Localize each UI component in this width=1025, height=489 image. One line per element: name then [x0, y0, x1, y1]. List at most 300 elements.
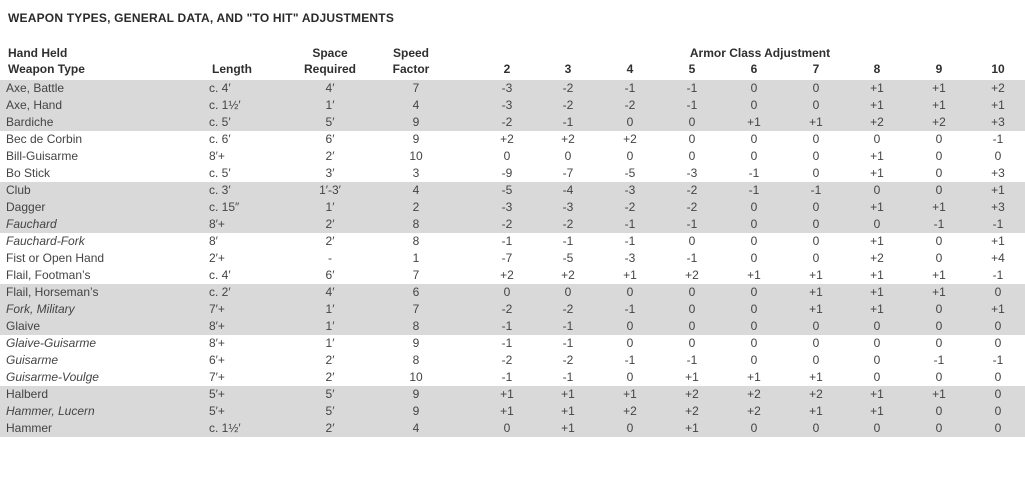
- weapon-length: 5′+: [209, 404, 225, 418]
- header-length: Length: [212, 62, 252, 76]
- weapon-speed-factor: 3: [412, 166, 420, 180]
- ac-adjustment-6: 0: [750, 200, 758, 214]
- ac-adjustment-2: -3: [501, 98, 513, 112]
- ac-adjustment-5: 0: [688, 115, 696, 129]
- ac-adjustment-7: 0: [812, 217, 820, 231]
- ac-adjustment-4: -1: [624, 234, 636, 248]
- header-ac-4: 4: [626, 62, 634, 76]
- ac-adjustment-7: 0: [812, 336, 820, 350]
- table-row: [0, 114, 1025, 131]
- weapon-name: Bill-Guisarme: [6, 149, 79, 163]
- ac-adjustment-9: 0: [935, 336, 943, 350]
- ac-adjustment-4: -1: [624, 302, 636, 316]
- weapon-name: Hammer, Lucern: [6, 404, 95, 418]
- ac-adjustment-5: -1: [686, 81, 698, 95]
- ac-adjustment-5: -3: [686, 166, 698, 180]
- ac-adjustment-4: 0: [626, 285, 634, 299]
- table-row: [0, 335, 1025, 352]
- weapon-speed-factor: 9: [412, 404, 420, 418]
- ac-adjustment-8: 0: [873, 370, 881, 384]
- weapon-name: Dagger: [6, 200, 46, 214]
- ac-adjustment-8: 0: [873, 217, 881, 231]
- ac-adjustment-7: 0: [812, 132, 820, 146]
- ac-adjustment-10: 0: [994, 149, 1002, 163]
- weapon-length: 7′+: [209, 302, 225, 316]
- ac-adjustment-7: 0: [812, 200, 820, 214]
- weapon-length: c. 2′: [209, 285, 231, 299]
- weapon-name: Fist or Open Hand: [6, 251, 105, 265]
- ac-adjustment-5: 0: [688, 319, 696, 333]
- ac-adjustment-7: 0: [812, 149, 820, 163]
- weapon-name: Hammer: [6, 421, 53, 435]
- weapon-speed-factor: 7: [412, 81, 420, 95]
- weapon-length: 8′+: [209, 336, 225, 350]
- weapon-space-required: 5′: [325, 404, 335, 418]
- weapon-space-required: 2′: [325, 149, 335, 163]
- ac-adjustment-10: 0: [994, 336, 1002, 350]
- ac-adjustment-9: +2: [932, 115, 946, 129]
- weapon-space-required: 6′: [325, 132, 335, 146]
- weapon-space-required: 2′: [325, 217, 335, 231]
- weapon-name: Guisarme-Voulge: [6, 370, 99, 384]
- ac-adjustment-5: +1: [685, 370, 699, 384]
- ac-adjustment-7: 0: [812, 319, 820, 333]
- ac-adjustment-5: 0: [688, 285, 696, 299]
- ac-adjustment-6: +2: [747, 387, 761, 401]
- ac-adjustment-3: -3: [562, 200, 574, 214]
- ac-adjustment-10: +3: [991, 166, 1005, 180]
- weapon-length: 2′+: [209, 251, 225, 265]
- ac-adjustment-2: +1: [500, 387, 514, 401]
- ac-adjustment-6: 0: [750, 81, 758, 95]
- weapon-space-required: -: [328, 251, 332, 265]
- table-row: [0, 318, 1025, 335]
- ac-adjustment-10: +3: [991, 200, 1005, 214]
- table-row: [0, 403, 1025, 420]
- weapon-length: 7′+: [209, 370, 225, 384]
- ac-adjustment-5: +2: [685, 268, 699, 282]
- ac-adjustment-5: +2: [685, 387, 699, 401]
- ac-adjustment-6: 0: [750, 302, 758, 316]
- ac-adjustment-3: -1: [562, 370, 574, 384]
- ac-adjustment-8: +1: [870, 404, 884, 418]
- ac-adjustment-6: 0: [750, 319, 758, 333]
- table-row: [0, 182, 1025, 199]
- ac-adjustment-3: +1: [561, 387, 575, 401]
- ac-adjustment-6: 0: [750, 98, 758, 112]
- ac-adjustment-4: 0: [626, 149, 634, 163]
- ac-adjustment-5: -1: [686, 217, 698, 231]
- ac-adjustment-9: 0: [935, 421, 943, 435]
- ac-adjustment-7: 0: [812, 98, 820, 112]
- ac-adjustment-2: -3: [501, 81, 513, 95]
- table-row: [0, 80, 1025, 97]
- weapon-length: c. 6′: [209, 132, 231, 146]
- ac-adjustment-10: -1: [992, 217, 1004, 231]
- ac-adjustment-9: +1: [932, 81, 946, 95]
- ac-adjustment-4: 0: [626, 370, 634, 384]
- weapon-space-required: 4′: [325, 285, 335, 299]
- weapon-name: Glaive-Guisarme: [6, 336, 97, 350]
- ac-adjustment-6: 0: [750, 336, 758, 350]
- ac-adjustment-3: -2: [562, 217, 574, 231]
- ac-adjustment-9: +1: [932, 285, 946, 299]
- table-row: [0, 216, 1025, 233]
- weapon-space-required: 3′: [325, 166, 335, 180]
- ac-adjustment-2: -5: [501, 183, 513, 197]
- ac-adjustment-4: -1: [624, 353, 636, 367]
- weapon-length: 8′+: [209, 149, 225, 163]
- weapon-name: Glaive: [6, 319, 41, 333]
- ac-adjustment-8: +2: [870, 251, 884, 265]
- header-ac-10: 10: [991, 62, 1005, 76]
- ac-adjustment-4: -3: [624, 183, 636, 197]
- weapon-speed-factor: 9: [412, 115, 420, 129]
- ac-adjustment-7: +2: [809, 387, 823, 401]
- ac-adjustment-10: +1: [991, 183, 1005, 197]
- weapon-name: Fauchard-Fork: [6, 234, 85, 248]
- ac-adjustment-2: -3: [501, 200, 513, 214]
- ac-adjustment-6: 0: [750, 285, 758, 299]
- ac-adjustment-5: -1: [686, 353, 698, 367]
- ac-adjustment-3: -2: [562, 302, 574, 316]
- weapon-speed-factor: 4: [412, 183, 420, 197]
- ac-adjustment-4: 0: [626, 336, 634, 350]
- header-armor-class-adjustment: Armor Class Adjustment: [689, 46, 831, 60]
- ac-adjustment-2: -7: [501, 251, 513, 265]
- ac-adjustment-3: -7: [562, 166, 574, 180]
- weapon-space-required: 2′: [325, 421, 335, 435]
- ac-adjustment-10: +2: [991, 81, 1005, 95]
- header-weapon-line2: Weapon Type: [8, 62, 85, 76]
- ac-adjustment-9: 0: [935, 302, 943, 316]
- ac-adjustment-2: -1: [501, 234, 513, 248]
- ac-adjustment-2: -1: [501, 370, 513, 384]
- header-ac-7: 7: [812, 62, 820, 76]
- weapon-length: 5′+: [209, 387, 225, 401]
- ac-adjustment-7: +1: [809, 115, 823, 129]
- weapon-length: 8′+: [209, 319, 225, 333]
- ac-adjustment-3: -4: [562, 183, 574, 197]
- ac-adjustment-8: 0: [873, 132, 881, 146]
- ac-adjustment-2: -9: [501, 166, 513, 180]
- ac-adjustment-8: +1: [870, 200, 884, 214]
- ac-adjustment-3: -2: [562, 81, 574, 95]
- ac-adjustment-7: -1: [810, 183, 822, 197]
- ac-adjustment-9: 0: [935, 149, 943, 163]
- ac-adjustment-7: +1: [809, 268, 823, 282]
- ac-adjustment-10: 0: [994, 370, 1002, 384]
- ac-adjustment-9: 0: [935, 319, 943, 333]
- ac-adjustment-7: 0: [812, 81, 820, 95]
- ac-adjustment-8: 0: [873, 183, 881, 197]
- ac-adjustment-5: 0: [688, 234, 696, 248]
- ac-adjustment-2: 0: [503, 149, 511, 163]
- ac-adjustment-3: 0: [564, 149, 572, 163]
- ac-adjustment-10: -1: [992, 132, 1004, 146]
- ac-adjustment-5: 0: [688, 149, 696, 163]
- ac-adjustment-4: 0: [626, 319, 634, 333]
- ac-adjustment-2: -1: [501, 336, 513, 350]
- ac-adjustment-5: -1: [686, 251, 698, 265]
- ac-adjustment-6: -1: [748, 166, 760, 180]
- ac-adjustment-9: +1: [932, 387, 946, 401]
- weapon-space-required: 2′: [325, 234, 335, 248]
- ac-adjustment-2: -2: [501, 353, 513, 367]
- ac-adjustment-10: +3: [991, 115, 1005, 129]
- header-space-line2: Required: [303, 62, 356, 76]
- header-ac-5: 5: [688, 62, 696, 76]
- table-row: [0, 97, 1025, 114]
- ac-adjustment-3: -1: [562, 115, 574, 129]
- ac-adjustment-10: 0: [994, 404, 1002, 418]
- ac-adjustment-4: 0: [626, 115, 634, 129]
- ac-adjustment-10: 0: [994, 285, 1002, 299]
- ac-adjustment-8: 0: [873, 319, 881, 333]
- weapon-name: Bec de Corbin: [6, 132, 83, 146]
- weapon-speed-factor: 9: [412, 387, 420, 401]
- ac-adjustment-9: 0: [935, 183, 943, 197]
- ac-adjustment-7: 0: [812, 251, 820, 265]
- weapon-speed-factor: 4: [412, 98, 420, 112]
- ac-adjustment-2: +1: [500, 404, 514, 418]
- ac-adjustment-4: -1: [624, 81, 636, 95]
- ac-adjustment-2: +2: [500, 268, 514, 282]
- weapon-name: Fauchard: [6, 217, 57, 231]
- weapon-speed-factor: 8: [412, 217, 420, 231]
- ac-adjustment-8: 0: [873, 336, 881, 350]
- ac-adjustment-6: +2: [747, 404, 761, 418]
- ac-adjustment-6: +1: [747, 370, 761, 384]
- ac-adjustment-5: 0: [688, 132, 696, 146]
- ac-adjustment-3: -1: [562, 234, 574, 248]
- weapon-length: c. 5′: [209, 115, 231, 129]
- weapon-space-required: 4′: [325, 81, 335, 95]
- weapon-space-required: 1′: [325, 200, 335, 214]
- ac-adjustment-6: 0: [750, 132, 758, 146]
- weapon-name: Club: [6, 183, 31, 197]
- ac-adjustment-8: +1: [870, 149, 884, 163]
- ac-adjustment-8: +2: [870, 115, 884, 129]
- weapon-space-required: 1′: [325, 302, 335, 316]
- ac-adjustment-8: 0: [873, 353, 881, 367]
- ac-adjustment-9: 0: [935, 251, 943, 265]
- ac-adjustment-8: +1: [870, 387, 884, 401]
- ac-adjustment-4: -2: [624, 98, 636, 112]
- ac-adjustment-5: -2: [686, 183, 698, 197]
- ac-adjustment-10: +1: [991, 302, 1005, 316]
- ac-adjustment-4: +1: [623, 268, 637, 282]
- weapon-speed-factor: 10: [409, 149, 423, 163]
- ac-adjustment-9: 0: [935, 166, 943, 180]
- weapon-speed-factor: 8: [412, 353, 420, 367]
- weapon-name: Flail, Horseman’s: [6, 285, 99, 299]
- ac-adjustment-4: 0: [626, 421, 634, 435]
- ac-adjustment-8: +1: [870, 166, 884, 180]
- header-speed-line1: Speed: [392, 46, 429, 60]
- ac-adjustment-10: 0: [994, 319, 1002, 333]
- weapon-name: Bardiche: [6, 115, 54, 129]
- weapon-space-required: 1′: [325, 98, 335, 112]
- weapon-table-body: [0, 80, 1025, 437]
- weapon-speed-factor: 4: [412, 421, 420, 435]
- ac-adjustment-7: 0: [812, 421, 820, 435]
- ac-adjustment-10: +4: [991, 251, 1005, 265]
- weapon-length: c. 15″: [209, 200, 240, 214]
- table-row: [0, 352, 1025, 369]
- ac-adjustment-6: -1: [748, 183, 760, 197]
- weapon-speed-factor: 7: [412, 302, 420, 316]
- ac-adjustment-6: +1: [747, 268, 761, 282]
- table-row: [0, 369, 1025, 386]
- weapon-length: c. 4′: [209, 268, 231, 282]
- weapon-space-required: 2′: [325, 353, 335, 367]
- ac-adjustment-8: +1: [870, 268, 884, 282]
- table-row: [0, 250, 1025, 267]
- table-row: [0, 233, 1025, 250]
- ac-adjustment-4: +2: [623, 404, 637, 418]
- table-row: [0, 301, 1025, 318]
- ac-adjustment-7: 0: [812, 166, 820, 180]
- weapon-name: Fork, Military: [6, 302, 75, 316]
- ac-adjustment-6: 0: [750, 217, 758, 231]
- ac-adjustment-7: +1: [809, 370, 823, 384]
- ac-adjustment-9: -1: [933, 217, 945, 231]
- ac-adjustment-5: -1: [686, 98, 698, 112]
- weapon-speed-factor: 7: [412, 268, 420, 282]
- weapon-name: Flail, Footman’s: [6, 268, 91, 282]
- table-row: [0, 148, 1025, 165]
- ac-adjustment-4: +1: [623, 387, 637, 401]
- ac-adjustment-9: +1: [932, 98, 946, 112]
- ac-adjustment-9: 0: [935, 404, 943, 418]
- ac-adjustment-10: 0: [994, 387, 1002, 401]
- ac-adjustment-2: 0: [503, 285, 511, 299]
- ac-adjustment-2: 0: [503, 421, 511, 435]
- ac-adjustment-8: +1: [870, 81, 884, 95]
- ac-adjustment-6: +1: [747, 115, 761, 129]
- ac-adjustment-6: 0: [750, 234, 758, 248]
- ac-adjustment-7: 0: [812, 353, 820, 367]
- header-space-line1: Space: [312, 46, 348, 60]
- ac-adjustment-4: -3: [624, 251, 636, 265]
- ac-adjustment-4: +2: [623, 132, 637, 146]
- weapon-space-required: 1′-3′: [319, 183, 341, 197]
- ac-adjustment-8: +1: [870, 234, 884, 248]
- weapon-name: Guisarme: [6, 353, 59, 367]
- weapon-name: Bo Stick: [6, 166, 51, 180]
- ac-adjustment-10: 0: [994, 421, 1002, 435]
- ac-adjustment-7: +1: [809, 285, 823, 299]
- weapon-space-required: 1′: [325, 319, 335, 333]
- ac-adjustment-6: 0: [750, 353, 758, 367]
- ac-adjustment-9: 0: [935, 370, 943, 384]
- ac-adjustment-10: +1: [991, 98, 1005, 112]
- weapon-speed-factor: 9: [412, 132, 420, 146]
- ac-adjustment-7: +1: [809, 302, 823, 316]
- header-ac-3: 3: [564, 62, 572, 76]
- ac-adjustment-10: +1: [991, 234, 1005, 248]
- table-row: [0, 267, 1025, 284]
- ac-adjustment-5: 0: [688, 336, 696, 350]
- ac-adjustment-9: 0: [935, 132, 943, 146]
- ac-adjustment-3: +2: [561, 268, 575, 282]
- ac-adjustment-3: -1: [562, 336, 574, 350]
- weapon-name: Axe, Hand: [6, 98, 63, 112]
- header-ac-6: 6: [750, 62, 758, 76]
- weapon-length: c. 1½′: [209, 421, 241, 435]
- ac-adjustment-7: +1: [809, 404, 823, 418]
- ac-adjustment-3: +1: [561, 404, 575, 418]
- ac-adjustment-5: 0: [688, 302, 696, 316]
- weapon-length: c. 3′: [209, 183, 231, 197]
- ac-adjustment-3: -2: [562, 353, 574, 367]
- ac-adjustment-2: +2: [500, 132, 514, 146]
- ac-adjustment-5: -2: [686, 200, 698, 214]
- header-ac-9: 9: [935, 62, 943, 76]
- weapon-speed-factor: 8: [412, 234, 420, 248]
- ac-adjustment-4: -1: [624, 217, 636, 231]
- weapon-space-required: 1′: [325, 336, 335, 350]
- ac-adjustment-3: +1: [561, 421, 575, 435]
- ac-adjustment-3: -1: [562, 319, 574, 333]
- header-ac-2: 2: [503, 62, 511, 76]
- ac-adjustment-3: -2: [562, 98, 574, 112]
- weapon-space-required: 6′: [325, 268, 335, 282]
- ac-adjustment-9: -1: [933, 353, 945, 367]
- weapon-length: c. 5′: [209, 166, 231, 180]
- ac-adjustment-6: 0: [750, 149, 758, 163]
- ac-adjustment-9: 0: [935, 234, 943, 248]
- weapon-length: c. 4′: [209, 81, 231, 95]
- ac-adjustment-9: +1: [932, 268, 946, 282]
- ac-adjustment-3: +2: [561, 132, 575, 146]
- ac-adjustment-2: -1: [501, 319, 513, 333]
- weapon-length: c. 1½′: [209, 98, 241, 112]
- ac-adjustment-2: -2: [501, 302, 513, 316]
- ac-adjustment-6: 0: [750, 421, 758, 435]
- ac-adjustment-8: +1: [870, 285, 884, 299]
- weapon-space-required: 5′: [325, 387, 335, 401]
- weapon-speed-factor: 2: [412, 200, 420, 214]
- ac-adjustment-4: -5: [624, 166, 636, 180]
- ac-adjustment-8: 0: [873, 421, 881, 435]
- weapon-speed-factor: 6: [412, 285, 420, 299]
- weapon-length: 8′: [209, 234, 218, 248]
- ac-adjustment-8: +1: [870, 98, 884, 112]
- ac-adjustment-7: 0: [812, 234, 820, 248]
- table-title: WEAPON TYPES, GENERAL DATA, AND "TO HIT" ADJUSTMENTS: [8, 11, 395, 25]
- weapon-speed-factor: 10: [409, 370, 423, 384]
- weapon-space-required: 5′: [325, 115, 335, 129]
- ac-adjustment-3: 0: [564, 285, 572, 299]
- ac-adjustment-6: 0: [750, 251, 758, 265]
- weapon-speed-factor: 1: [412, 251, 420, 265]
- table-row: [0, 284, 1025, 301]
- table-row: [0, 420, 1025, 437]
- weapon-speed-factor: 8: [412, 319, 420, 333]
- weapon-name: Axe, Battle: [6, 81, 65, 95]
- table-row: [0, 165, 1025, 182]
- weapon-speed-factor: 9: [412, 336, 420, 350]
- header-weapon-line1: Hand Held: [8, 46, 68, 60]
- ac-adjustment-5: +2: [685, 404, 699, 418]
- ac-adjustment-2: -2: [501, 217, 513, 231]
- header-speed-line2: Factor: [392, 62, 430, 76]
- table-row: [0, 386, 1025, 403]
- ac-adjustment-4: -2: [624, 200, 636, 214]
- ac-adjustment-10: -1: [992, 353, 1004, 367]
